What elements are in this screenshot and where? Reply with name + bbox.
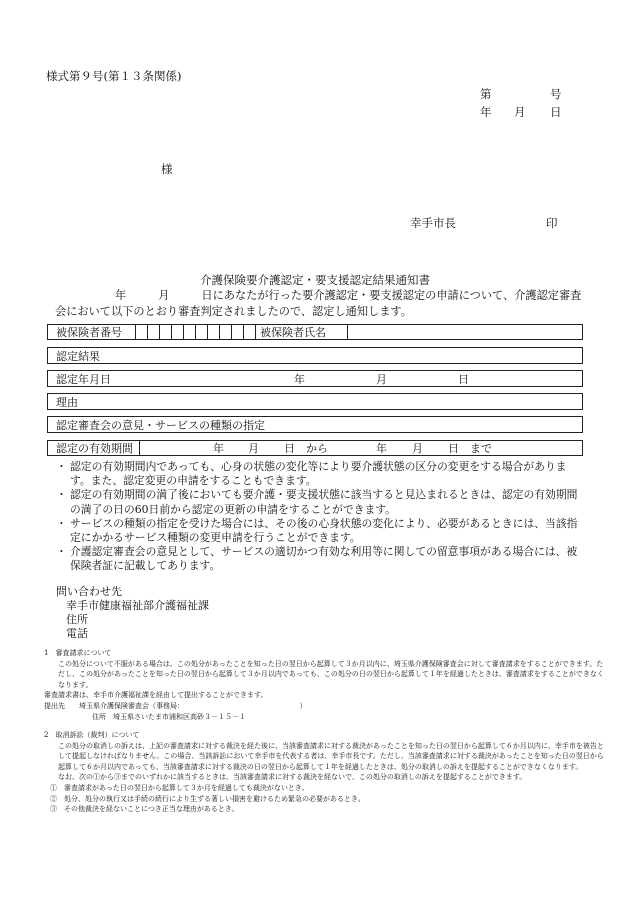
document-number-prefix: 第 <box>480 87 492 101</box>
appeal-submit-to: 提出先 埼玉県介護保険審査会（事務局： ） <box>44 701 307 710</box>
digit-box[interactable] <box>148 325 160 339</box>
appeal-heading: 1 審査請求について <box>44 649 112 657</box>
digit-box[interactable] <box>160 325 172 339</box>
validity-from-day: 日 <box>284 442 295 455</box>
insured-name-label: 被保険者氏名 <box>256 325 348 339</box>
validity-to-year: 年 <box>376 442 387 455</box>
certification-date-day: 日 <box>458 372 469 386</box>
result-label: 認定結果 <box>56 349 100 363</box>
note-item: ・ サービスの種類の指定を受けた場合には、その後の心身状態の変化により、必要があるときには、当該指定にかかるサービス種類の変更申請を行うことができます。 <box>56 517 586 545</box>
appeal-section <box>44 648 604 722</box>
validity-label: 認定の有効期間 <box>48 441 140 455</box>
intro-year: 年 <box>115 289 127 302</box>
intro-paragraph <box>55 288 585 320</box>
result-row <box>47 347 583 364</box>
certification-date-row <box>47 370 583 387</box>
digit-box[interactable] <box>196 325 208 339</box>
document-number-suffix: 号 <box>550 87 562 101</box>
contact-block <box>56 585 209 641</box>
insured-number-label: 被保険者番号 <box>48 325 136 339</box>
validity-from-year: 年 <box>213 442 224 455</box>
digit-box[interactable] <box>136 325 148 339</box>
note-item: ・ 介護認定審査会の意見として、サービスの適切かつ有効な利用等に関しての留意事項がある場合には、被保険者証に記載してあります。 <box>56 545 586 573</box>
certification-date-month: 月 <box>376 372 387 386</box>
opinion-label: 認定審査会の意見・サービスの種類の指定 <box>56 418 265 432</box>
digit-box[interactable] <box>220 325 232 339</box>
issue-date-month: 月 <box>514 105 526 119</box>
digit-box[interactable] <box>244 325 256 339</box>
form-number: 様式第９号(第１３条関係) <box>46 69 182 83</box>
validity-from-month: 月 <box>248 442 259 455</box>
opinion-row <box>47 416 583 433</box>
digit-box[interactable] <box>172 325 184 339</box>
digit-box[interactable] <box>208 325 220 339</box>
lawsuit-exception-item: ③ その他裁決を経ないことにつき正当な理由があるとき。 <box>50 805 239 814</box>
notes-list <box>56 460 586 574</box>
lawsuit-heading: 2 取消訴訟（裁判）について <box>44 731 140 739</box>
appeal-paragraph: この処分について不服がある場合は、この処分があったことを知った日の翌日から起算して３か月以内に、埼玉県介護保険審査会に対して審査請求をすることができます。ただし、この処分があったことを知った日の翌日から起算して３か月以内であっても、この処分の日の翌日から起算して１年を経過したときは、審査請求をすることができなくなります。 <box>58 659 604 689</box>
digit-box[interactable] <box>232 325 244 339</box>
lawsuit-exception-note: なお、次の①から③までのいずれかに該当するときは、当該審査請求に対する裁決を経ないで、この処分の取消しの訴えを提起することができます。 <box>58 773 527 782</box>
addressee-honorific: 様 <box>161 162 173 176</box>
validity-to-day: 日 <box>448 442 459 455</box>
note-item: ・ 認定の有効期間内であっても、心身の状態の変化等により要介護状態の区分の変更をする場合があります。また、認定変更の申請をすることもできます。 <box>56 460 586 488</box>
contact-department: 幸手市健康福祉部介護福祉課 <box>66 599 209 612</box>
validity-row <box>47 440 583 456</box>
lawsuit-section <box>44 730 604 815</box>
appeal-address: 住所 埼玉県さいたま市浦和区高砂３－１５－１ <box>92 712 246 721</box>
contact-phone-label: 電話 <box>66 627 88 640</box>
lawsuit-paragraph: この処分の取消しの訴えは、上記の審査請求に対する裁決を経た後に、当該審査請求に対する裁決があったことを知った日の翌日から起算して６か月以内に、幸手市を被告として提起しなければなりません。この場合、当該訴訟において幸手市を代表する者は、幸手市長です。ただし、当該審査請求に対する裁決があったことを知った日の翌日から起算して６か月以内であっても、当該審査請求に対する裁決の日の翌日から起算して１年を経過したときは、処分の取消しの訴えを提起することができなくなります。 <box>58 741 604 771</box>
intro-text: 日にあなたが行った要介護認定・要支援認定の申請について、介護認定審査会において以下のとおり審査判定されましたので、認定し通知します。 <box>55 289 582 318</box>
issue-date-year: 年 <box>480 105 492 119</box>
contact-address-label: 住所 <box>66 613 88 626</box>
certification-date-label: 認定年月日 <box>56 372 111 386</box>
note-item: ・ 認定の有効期間の満了後においても要介護・要支援状態に該当すると見込まれるときは、認定の有効期間の満了の日の60日前から認定の更新の申請をすることができます。 <box>56 488 586 516</box>
lawsuit-exception-item: ② 処分、処分の執行又は手続の続行により生ずる著しい損害を避けるため緊急の必要があるとき。 <box>50 794 365 803</box>
issuer-name: 幸手市長 <box>410 216 456 230</box>
validity-to-month: 月 <box>412 442 423 455</box>
contact-heading: 問い合わせ先 <box>56 585 122 598</box>
intro-month: 月 <box>158 289 170 302</box>
certification-date-year: 年 <box>294 372 305 386</box>
insured-row <box>47 324 583 340</box>
seal-mark: 印 <box>546 216 558 230</box>
issue-date-day: 日 <box>550 105 562 119</box>
document-title: 介護保険要介護認定・要支援認定結果通知書 <box>200 273 430 287</box>
lawsuit-exception-item: ① 審査請求があった日の翌日から起算して３か月を経過しても裁決がないとき。 <box>50 783 309 792</box>
validity-from-word: から <box>306 442 328 455</box>
validity-to-word: まで <box>470 442 492 455</box>
digit-box[interactable] <box>184 325 196 339</box>
reason-row <box>47 393 583 410</box>
appeal-submission-note: 審査請求書は、幸手市介護福祉課を経由して提出することができます。 <box>44 691 268 700</box>
reason-label: 理由 <box>56 395 78 409</box>
